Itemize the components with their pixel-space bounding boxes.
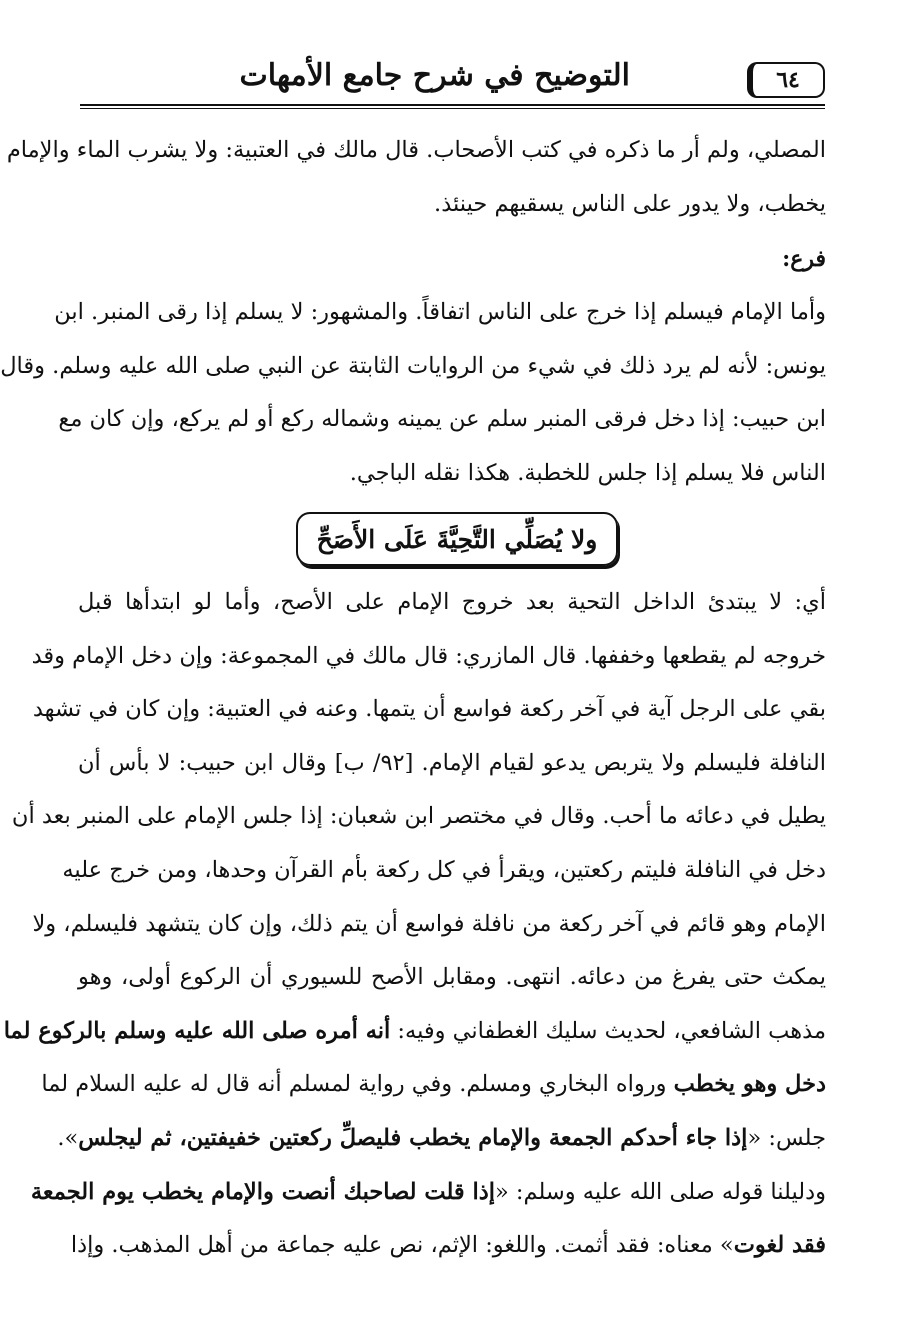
- section-title: ولا يُصَلِّي التَّحِيَّةَ عَلَى الأَصَحِّ: [316, 524, 598, 554]
- plain-text: ودليلنا قوله صلى الله عليه وسلم: «: [495, 1178, 826, 1205]
- text-line: [70, 1219, 826, 1273]
- text-line: أي: لا يبتدئ الداخل التحية بعد خروج الإمام على الأصح، وأما لو ابتدأها قبل: [78, 589, 826, 615]
- subheading-block: [78, 233, 826, 287]
- text-line: [41, 1058, 826, 1112]
- hadith-quote: أنه أمره صلى الله عليه وسلم بالركوع لما: [3, 1017, 391, 1044]
- hadith-quote: إذا قلت لصاحبك أنصت والإمام يخطب يوم الجمعة: [30, 1178, 496, 1205]
- hadith-quote: دخل وهو يخطب: [673, 1071, 826, 1098]
- page-number-text: ٦٤: [776, 67, 800, 93]
- text-line: [57, 1112, 826, 1166]
- plain-text: ورواه البخاري ومسلم. وفي رواية لمسلم أنه قال له عليه السلام لما: [41, 1071, 674, 1098]
- page-number: [747, 62, 825, 98]
- paragraph-2: [0, 286, 826, 500]
- paragraph-1: [6, 124, 826, 231]
- plain-text: مذهب الشافعي، لحديث سليك الغطفاني وفيه:: [390, 1017, 826, 1044]
- running-title: التوضيح في شرح جامع الأمهات: [239, 58, 630, 93]
- plain-text: ».: [57, 1124, 79, 1151]
- paragraph-3: [3, 576, 826, 1273]
- section-title-frame: [296, 512, 618, 566]
- text-line: وأما الإمام فيسلم إذا خرج على الناس اتفاقاً. والمشهور: لا يسلم إذا رقى المنبر. ابن: [54, 299, 826, 325]
- text-line: دخل في النافلة فليتم ركعتين، ويقرأ في كل ركعة بأم القرآن وحدها، ومن خرج عليه: [62, 856, 826, 883]
- header-rule: [80, 104, 825, 109]
- text-line: الإمام وهو قائم في آخر ركعة من نافلة فواسع أن يتم ذلك، وإن كان يتشهد فليسلم، ولا: [32, 910, 826, 937]
- page-header: [80, 56, 825, 112]
- text-line: [3, 1005, 826, 1059]
- plain-text: » معناه: فقد أثمت. واللغو: الإثم، نص عليه جماعة من أهل المذهب. وإذا: [70, 1232, 734, 1259]
- text-line: يونس: لأنه لم يرد ذلك في شيء من الروايات الثابتة عن النبي صلى الله عليه وسلم. وقال: [0, 352, 826, 379]
- text-line: يمكث حتى يفرغ من دعائه. انتهى. ومقابل الأصح للسيوري أن الركوع أولى، وهو: [78, 964, 826, 991]
- text-line: بقي على الرجل آية في آخر ركعة فواسع أن يتمها. وعنه في العتبية: وإن كان في تشهد: [32, 696, 826, 723]
- subheading: فرع:: [782, 246, 826, 272]
- text-line: ابن حبيب: إذا دخل فرقى المنبر سلم عن يمينه وشماله ركع أو لم يركع، وإن كان مع: [58, 406, 826, 433]
- text-line: المصلي، ولم أر ما ذكره في كتب الأصحاب. قال مالك في العتبية: ولا يشرب الماء والإمام: [6, 137, 826, 163]
- text-line: خروجه لم يقطعها وخففها. قال المازري: قال مالك في المجموعة: وإن دخل الإمام وقد: [31, 642, 826, 669]
- text-line: الناس فلا يسلم إذا جلس للخطبة. هكذا نقله الباجي.: [349, 459, 826, 486]
- text-line: يطيل في دعائه ما أحب. وقال في مختصر ابن شعبان: إذا جلس الإمام على المنبر بعد أن: [11, 803, 826, 830]
- text-line: النافلة فليسلم ولا يتربص يدعو لقيام الإمام. [٩٢/ ب] وقال ابن حبيب: لا بأس أن: [78, 749, 826, 776]
- hadith-quote: فقد لغوت: [733, 1232, 826, 1259]
- hadith-quote: إذا جاء أحدكم الجمعة والإمام يخطب فليصلِّ ركعتين خفيفتين، ثم ليجلس: [78, 1124, 748, 1151]
- text-line: [30, 1166, 826, 1220]
- text-line: يخطب، ولا يدور على الناس يسقيهم حينئذ.: [434, 190, 826, 217]
- plain-text: جلس: «: [747, 1124, 826, 1151]
